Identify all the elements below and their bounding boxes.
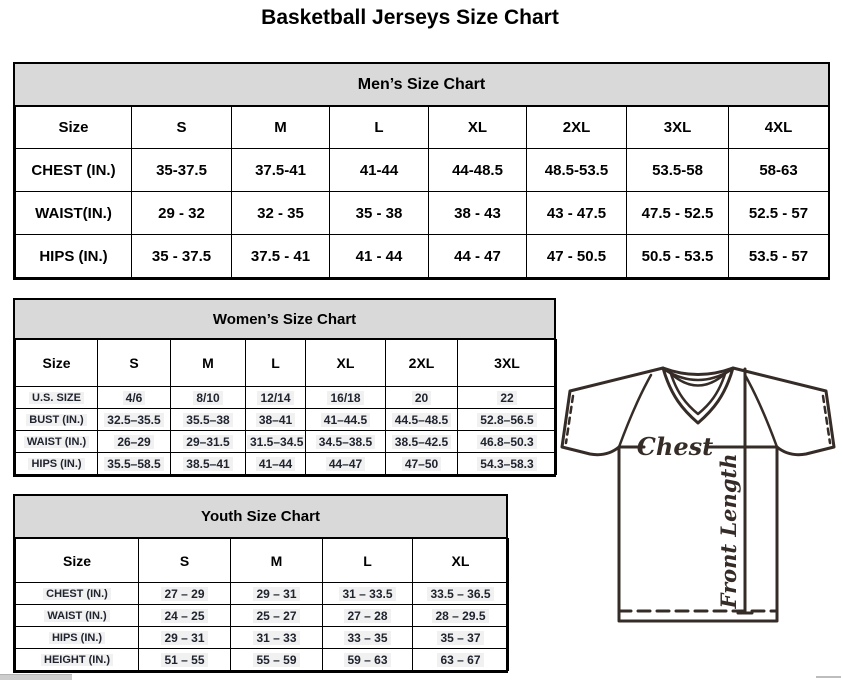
mens-value-cell: 47.5 - 52.5 [627,192,729,235]
mens-value-cell: 53.5 - 57 [729,235,829,278]
mens-value-cell: 41-44 [330,149,429,192]
mens-value-cell: 44 - 47 [429,235,527,278]
mens-col-header: S [132,107,232,149]
womens-value-text: 38.5–41 [183,457,232,471]
womens-chart-title: Women’s Size Chart [15,300,554,339]
womens-value-cell [306,409,386,431]
womens-value-text: 8/10 [193,391,222,405]
youth-row-label [16,649,139,671]
mens-chart-title: Men’s Size Chart [15,64,828,106]
youth-value-text: 29 – 31 [253,587,299,601]
chest-label: Chest [636,432,714,461]
mens-value-cell: 37.5-41 [232,149,330,192]
youth-col-header: M [231,539,323,583]
womens-value-cell [98,431,171,453]
youth-value-text: 31 – 33.5 [339,587,395,601]
womens-col-header: 3XL [458,340,557,387]
youth-value-cell [413,583,509,605]
youth-table-row [16,627,509,649]
womens-row-label [16,387,98,409]
youth-value-text: 27 – 28 [344,609,390,623]
womens-value-text: 38–41 [256,413,295,427]
womens-value-text: 29–31.5 [183,435,232,449]
womens-value-cell [386,453,458,475]
mens-value-cell: 48.5-53.5 [527,149,627,192]
youth-header-row [16,539,509,583]
womens-col-header: L [246,340,306,387]
youth-size-chart [13,494,508,673]
womens-value-text: 41–44.5 [321,413,370,427]
youth-value-cell [413,649,509,671]
horizontal-scrollbar-thumb[interactable] [0,674,72,680]
womens-value-text: 32.5–35.5 [104,413,163,427]
youth-value-text: 27 – 29 [161,587,207,601]
womens-value-cell [458,431,557,453]
youth-row-label [16,605,139,627]
youth-table-row [16,605,509,627]
youth-value-text: 25 – 27 [253,609,299,623]
youth-col-header: L [323,539,413,583]
womens-value-text: 52.8–56.5 [477,413,536,427]
mens-value-cell: 29 - 32 [132,192,232,235]
front-length-label: Front Length [716,453,741,609]
mens-value-cell: 35-37.5 [132,149,232,192]
womens-value-cell [386,431,458,453]
mens-value-cell: 35 - 37.5 [132,235,232,278]
mens-value-cell: 43 - 47.5 [527,192,627,235]
womens-value-text: 12/14 [257,391,293,405]
womens-value-cell [458,453,557,475]
mens-value-cell: 50.5 - 53.5 [627,235,729,278]
mens-col-header: 3XL [627,107,729,149]
womens-value-cell [246,431,306,453]
mens-size-chart [13,62,830,280]
womens-value-text: 31.5–34.5 [247,435,306,449]
mens-value-cell: 53.5-58 [627,149,729,192]
womens-table-row [16,409,557,431]
womens-value-cell [386,387,458,409]
womens-value-cell [386,409,458,431]
youth-row-label-text: HIPS (IN.) [49,632,105,644]
youth-value-text: 28 – 29.5 [432,609,488,623]
womens-value-cell [306,431,386,453]
youth-value-text: 59 – 63 [344,653,390,667]
youth-row-label-text: HEIGHT (IN.) [41,654,113,666]
womens-value-text: 44.5–48.5 [392,413,451,427]
mens-size-table [15,106,829,278]
mens-col-header: XL [429,107,527,149]
womens-row-label-text: WAIST (IN.) [24,436,89,448]
mens-value-cell: 32 - 35 [232,192,330,235]
womens-row-label-text: BUST (IN.) [26,414,86,426]
mens-row-label: HIPS (IN.) [16,235,132,278]
page-title: Basketball Jerseys Size Chart [261,6,559,29]
womens-col-header: M [171,340,246,387]
mens-value-cell: 58-63 [729,149,829,192]
womens-value-cell [171,431,246,453]
youth-value-cell [139,627,231,649]
youth-value-text: 33 – 35 [344,631,390,645]
womens-value-text: 44–47 [326,457,365,471]
mens-col-header: Size [16,107,132,149]
youth-value-cell [231,605,323,627]
womens-value-cell [171,453,246,475]
youth-value-cell [231,583,323,605]
youth-value-cell [323,627,413,649]
womens-value-cell [458,387,557,409]
mens-value-cell: 35 - 38 [330,192,429,235]
womens-col-header: Size [16,340,98,387]
womens-value-cell [171,387,246,409]
womens-value-text: 46.8–50.3 [477,435,536,449]
womens-value-cell [98,409,171,431]
womens-value-text: 4/6 [123,391,146,405]
womens-table-row [16,431,557,453]
mens-table-row [16,235,829,278]
jersey-outline [562,368,834,621]
youth-value-cell [413,627,509,649]
youth-value-cell [323,583,413,605]
womens-value-text: 34.5–38.5 [316,435,375,449]
youth-row-label [16,583,139,605]
womens-value-text: 22 [497,391,516,405]
youth-row-label [16,627,139,649]
youth-row-label-text: CHEST (IN.) [43,588,111,600]
womens-size-chart [13,298,556,477]
womens-value-text: 35.5–58.5 [104,457,163,471]
womens-value-cell [306,387,386,409]
youth-size-table [15,538,509,671]
youth-value-text: 31 – 33 [253,631,299,645]
youth-value-text: 29 – 31 [161,631,207,645]
womens-value-cell [98,453,171,475]
mens-row-label: WAIST(IN.) [16,192,132,235]
mens-value-cell: 47 - 50.5 [527,235,627,278]
mens-table-row [16,192,829,235]
womens-col-header: 2XL [386,340,458,387]
mens-value-cell: 38 - 43 [429,192,527,235]
womens-row-label [16,409,98,431]
scrollbar-fragment[interactable] [816,676,841,678]
mens-value-cell: 41 - 44 [330,235,429,278]
youth-value-text: 51 – 55 [161,653,207,667]
womens-table-row [16,387,557,409]
womens-value-cell [306,453,386,475]
youth-value-cell [139,605,231,627]
womens-value-text: 54.3–58.3 [477,457,536,471]
womens-col-header: XL [306,340,386,387]
womens-table-row [16,453,557,475]
youth-chart-title: Youth Size Chart [15,496,506,538]
youth-col-header: S [139,539,231,583]
womens-value-text: 38.5–42.5 [392,435,451,449]
womens-value-text: 47–50 [402,457,441,471]
womens-value-text: 41–44 [256,457,295,471]
youth-value-text: 33.5 – 36.5 [427,587,493,601]
mens-col-header: 2XL [527,107,627,149]
youth-value-cell [323,605,413,627]
womens-value-text: 20 [412,391,431,405]
mens-header-row [16,107,829,149]
mens-col-header: 4XL [729,107,829,149]
mens-table-row [16,149,829,192]
youth-value-text: 24 – 25 [161,609,207,623]
mens-col-header: L [330,107,429,149]
womens-value-cell [98,387,171,409]
youth-value-cell [231,649,323,671]
youth-value-cell [323,649,413,671]
womens-row-label-text: HIPS (IN.) [28,458,84,470]
womens-value-cell [458,409,557,431]
youth-value-cell [139,649,231,671]
mens-value-cell: 52.5 - 57 [729,192,829,235]
youth-value-text: 55 – 59 [253,653,299,667]
womens-value-cell [246,453,306,475]
youth-value-cell [413,605,509,627]
youth-col-header: Size [16,539,139,583]
youth-row-label-text: WAIST (IN.) [44,610,109,622]
youth-value-text: 63 – 67 [437,653,483,667]
mens-value-cell: 44-48.5 [429,149,527,192]
youth-value-cell [139,583,231,605]
mens-row-label: CHEST (IN.) [16,149,132,192]
womens-value-text: 26–29 [114,435,153,449]
womens-size-table [15,339,557,475]
mens-value-cell: 37.5 - 41 [232,235,330,278]
womens-value-cell [246,409,306,431]
mens-col-header: M [232,107,330,149]
youth-value-text: 35 – 37 [437,631,483,645]
youth-table-row [16,649,509,671]
womens-row-label [16,453,98,475]
youth-table-row [16,583,509,605]
womens-header-row [16,340,557,387]
womens-row-label-text: U.S. SIZE [29,392,84,404]
womens-row-label [16,431,98,453]
womens-value-cell [246,387,306,409]
youth-value-cell [231,627,323,649]
youth-col-header: XL [413,539,509,583]
womens-col-header: S [98,340,171,387]
womens-value-text: 16/18 [327,391,363,405]
womens-value-cell [171,409,246,431]
jersey-measurement-diagram [558,354,843,629]
womens-value-text: 35.5–38 [183,413,232,427]
